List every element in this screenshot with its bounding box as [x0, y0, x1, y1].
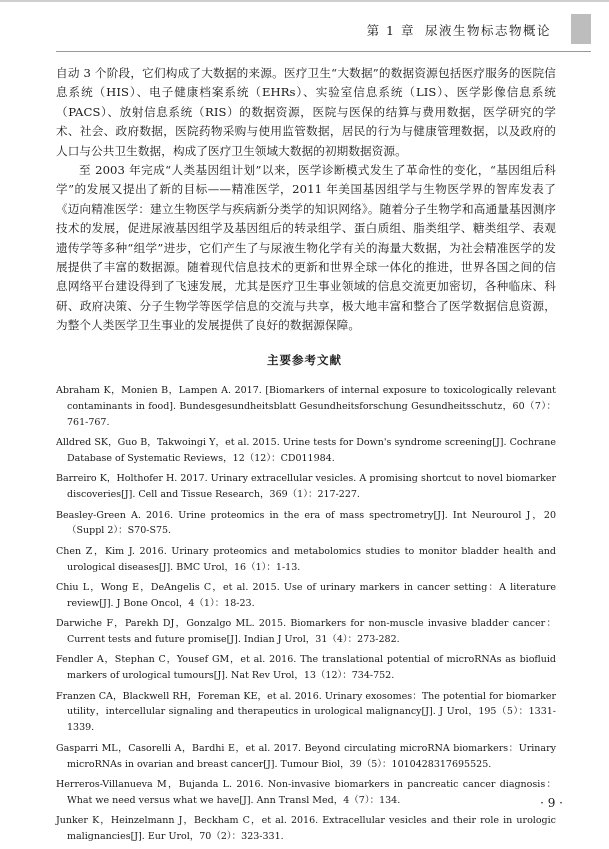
paragraph-1: 自动 3 个阶段，它们构成了大数据的来源。医疗卫生“大数据”的数据资源包括医疗服务的医院信息系统（HIS）、电子健康档案系统（EHRs）、实验室信息系统（LIS）、医学影像信息系统（PACS）、放射信息系统（RIS）的数据资源，医院与医保的结算与费用数据，医学研究的学术、社会、政府数据，医院药物采购与使用监管数据，居民的行为与健康管理数据，以及政府的人口与公共卫生数据，构成了医疗卫生领域大数据的初期数据资源。: [56, 66, 556, 158]
references-title: 主要参考文献: [267, 353, 342, 367]
top-border: [0, 0, 609, 2]
reference-item: Franzen CA，Blackwell RH，Foreman KE，et al. 2016. Urinary exosomes：The potential for biomarker utility，intercellular signaling and therapeutics in urological malignancy[J]. J Urol，195（5）：1331-1339.: [56, 690, 556, 734]
reference-item: Chen Z，Kim J. 2016. Urinary proteomics and metabolomics studies to monitor bladder health and urological diseases[J]. BMC Urol，16（1）：1-13.: [56, 545, 556, 573]
reference-item: Beasley-Green A. 2016. Urine proteomics in the era of mass spectrometry[J]. Int Neurourol J，20（Suppl 2）：S70-S75.: [56, 509, 556, 537]
reference-item: Abraham K，Monien B，Lampen A. 2017. [Biomarkers of internal exposure to toxicologically relevant contaminants in food]. Bundesgesundheitsblatt Gesundheitsforschung Gesundheitsschutz，60（7）：761-767.: [56, 385, 556, 428]
chapter-title: 尿液生物标志物概论: [424, 23, 551, 38]
running-head: [367, 14, 591, 44]
body-text: [56, 64, 556, 336]
reference-item: Chiu L，Wong E，DeAngelis C，et al. 2015. Use of urinary markers in cancer setting：A literature review[J]. J Bone Oncol，4（1）：18-23.: [56, 581, 556, 609]
reference-item: Junker K，Heinzelmann J，Beckham C，et al. 2016. Extracellular vesicles and their role in urologic malignancies[J]. Eur Urol，70（2）：323-331.: [56, 815, 556, 842]
reference-list: [56, 383, 556, 849]
reference-item: Herreros-Villanueva M，Bujanda L. 2016. Non-invasive biomarkers in pancreatic cancer diagnosis：What we need versus what we have[J]. Ann Transl Med，4（7）：134.: [56, 778, 556, 806]
reference-item: Fendler A，Stephan C，Yousef GM，et al. 2016. The translational potential of microRNAs as biofluid markers of urological tumours[J]. Nat Rev Urol，13（12）：734-752.: [56, 654, 556, 682]
reference-item: Alldred SK，Guo B，Takwoingi Y，et al. 2015. Urine tests for Down's syndrome screening[J]. Cochrane Database of Systematic Reviews，12（12）：CD011984.: [56, 437, 556, 465]
reference-item: Barreiro K，Holthofer H. 2017. Urinary extracellular vesicles. A promising shortcut to novel biomarker discoveries[J]. Cell and Tissue Research，369（1）：217-227.: [56, 473, 556, 501]
page-number: · 9 ·: [540, 796, 563, 810]
chapter-tab: [571, 14, 591, 44]
chapter-heading: [367, 21, 571, 44]
reference-item: Gasparri ML，Casorelli A，Bardhi E，et al. 2017. Beyond circulating microRNA biomarkers：Urinary microRNAs in ovarian and breast cancer[J]. Tumour Biol，39（5）：1010428317695525.: [56, 742, 556, 770]
reference-item: Darwiche F，Parekh DJ，Gonzalgo ML. 2015. Biomarkers for non-muscle invasive bladder cancer：Current tests and future promise[J]. Indian J Urol，31（4）：273-282.: [56, 618, 556, 646]
paragraph-2: 至 2003 年完成“人类基因组计划”以来，医学诊断模式发生了革命性的变化，“基因组后科学”的发展又提出了新的目标——精准医学，2011 年美国基因组学与生物医学界的智库发表了《迈向精准医学：建立生物医学与疾病新分类学的知识网络》。随着分子生物学和高通量基因测序技术的发展，促进尿液基因组学及基因组后的转录组学、蛋白质组、脂类组学、糖类组学、表观遗传学等多种“组学”进步，它们产生了与尿液生物化学有关的海量大数据，为社会精准医学的发展提供了丰富的数据源。随着现代信息技术的更新和世界全球一体化的推进，世界各国之间的信息网络平台建设得到了飞速发展，尤其是医疗卫生事业领域的信息交流更加密切，各种临床、科研、政府决策、分子生物学等医学信息的交流与共享，极大地丰富和整合了医学数据信息资源，为整个人类医学卫生事业的发展提供了良好的数据源保障。: [56, 163, 556, 333]
header-rule: [56, 51, 591, 52]
chapter-number: 第 1 章: [366, 23, 415, 38]
